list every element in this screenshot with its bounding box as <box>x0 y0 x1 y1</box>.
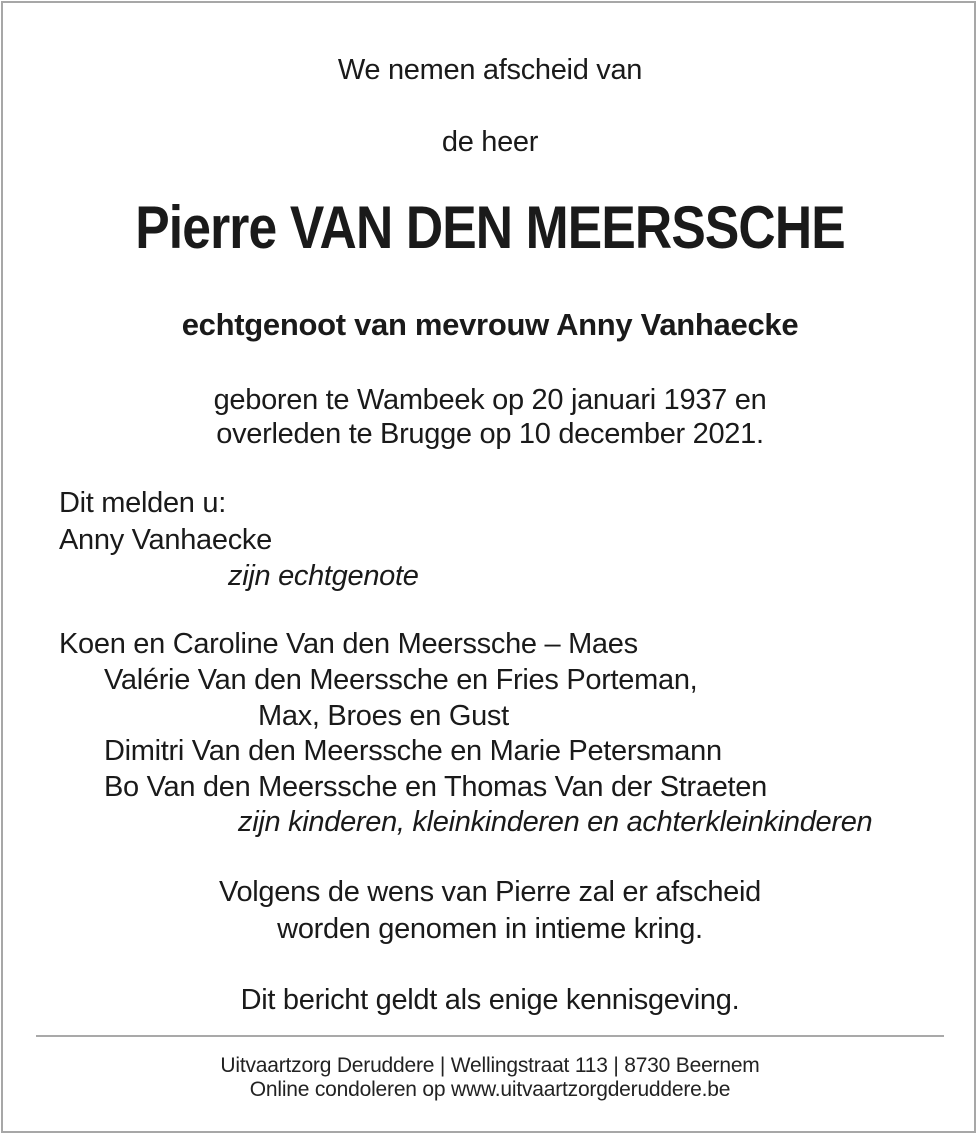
intro-text: We nemen afscheid van <box>337 54 643 86</box>
family-role: zijn kinderen, kleinkinderen en achterkleinkinderen <box>238 806 873 838</box>
family-line: Max, Broes en Gust <box>258 700 509 732</box>
family-line: Bo Van den Meerssche en Thomas Van der Straeten <box>104 771 767 803</box>
family-line: Valérie Van den Meerssche en Fries Porteman, <box>104 664 698 696</box>
salutation: de heer <box>441 126 539 158</box>
birth-line: geboren te Wambeek op 20 januari 1937 en <box>213 384 767 416</box>
wish-line: Volgens de wens van Pierre zal er afscheid <box>219 876 761 908</box>
family-line: Dimitri Van den Meerssche en Marie Petersmann <box>104 735 722 767</box>
announcer-spouse-name: Anny Vanhaecke <box>59 524 272 556</box>
death-line: overleden te Brugge op 10 december 2021. <box>216 418 764 450</box>
family-line: Koen en Caroline Van den Meerssche – Maes <box>59 628 638 660</box>
online-condolence-line: Online condoleren op www.uitvaartzorgderuddere.be <box>249 1078 731 1101</box>
footer-divider <box>36 1035 944 1037</box>
wish-line: worden genomen in intieme kring. <box>277 913 703 945</box>
notice-border <box>1 1 976 1133</box>
spouse-line: echtgenoot van mevrouw Anny Vanhaecke <box>181 307 799 342</box>
funeral-home-info: Uitvaartzorg Deruddere | Wellingstraat 113 | 8730 Beernem <box>220 1054 760 1077</box>
sole-notice-line: Dit bericht geldt als enige kennisgeving. <box>240 984 740 1016</box>
announcers-header: Dit melden u: <box>59 487 226 519</box>
deceased-name: Pierre VAN DEN MEERSSCHE <box>135 194 845 261</box>
announcer-spouse-role: zijn echtgenote <box>228 560 419 592</box>
